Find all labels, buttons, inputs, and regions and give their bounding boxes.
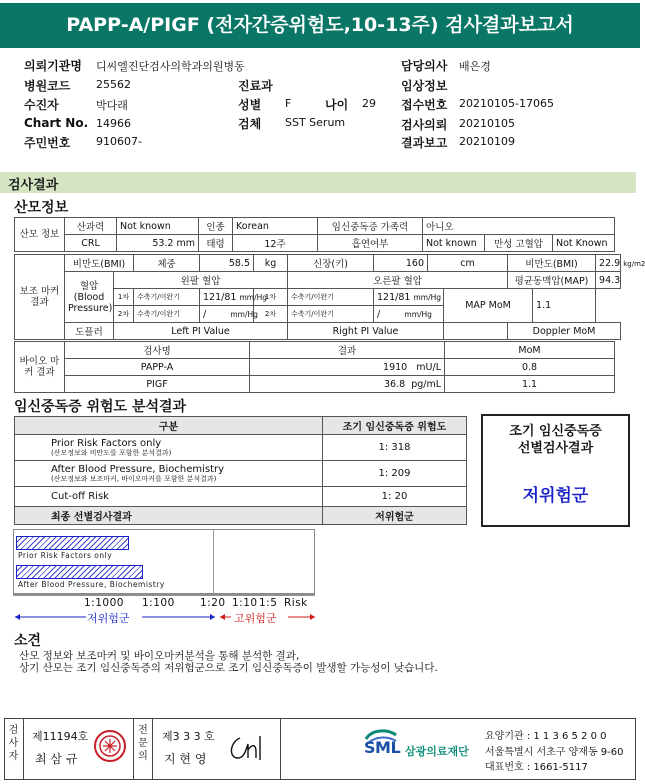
bio-value: 1910 [383,361,408,373]
bp-type: 수축기/이완기 [134,289,200,306]
left-bp-label: 왼팔 혈압 [114,272,288,289]
final-label: 최종 선별검사결과 [15,507,323,525]
header-value: 20210109 [459,135,515,148]
official-seal-icon [93,729,127,763]
risk-chart [13,529,315,594]
specialist-label: 전문의 [133,718,153,780]
cell-label: 산과력 [65,218,117,235]
risk-name-main: After Blood Pressure, Biochemistry [51,463,225,475]
header-label: 병원코드 [24,79,71,93]
header-label: 수진자 [24,98,59,112]
bio-row [15,359,615,376]
cell-label: 인종 [199,218,233,235]
bmi-value: 22.9 [599,257,621,269]
bp-unit: mm/Hg [239,292,267,302]
bio-header-name: 검사명 [65,342,250,359]
risk-name [15,461,323,487]
doppler-mom-label: Doppler MoM [508,323,621,340]
final-value: 저위험군 [323,507,467,525]
bp-value [374,306,444,323]
risk-zone-indicator [10,608,330,628]
bmi-unit: kg/m2 [623,259,645,268]
bio-unit: pg/mL [411,378,441,390]
aux-group-label: 보조 마커 결과 [15,255,65,340]
box-title-2: 선별검사결과 [517,441,594,456]
bp-unit: mm/Hg [230,309,258,319]
header-label: 주민번호 [24,136,71,150]
opinion-heading: 소견 [14,633,42,649]
bp-order: 1차 [254,289,288,306]
cell-value: Not known [117,218,199,235]
bp-type: 수축기/이완기 [134,306,200,323]
cell-label: 흡연여부 [318,235,423,252]
risk-name-main: Prior Risk Factors only [51,437,162,449]
risk-table [14,416,467,525]
bp-order: 1차 [114,289,134,306]
map-label: 평균동맥압(MAP) [508,272,596,289]
cell-label: 임신중독증 가족력 [318,218,423,235]
screening-result-box [481,414,630,527]
opinion-line: 산모 정보와 보조마커 및 바이오마커분석을 통해 분석한 결과, [19,650,300,662]
map-mom-label: MAP MoM [444,289,533,323]
axis-tick: 1:10 [232,597,258,609]
cell-label: 체중 [134,255,200,272]
cell-value: 아니오 [423,218,615,235]
cell-value: 58.5 [200,255,254,272]
risk-value: 1: 20 [323,487,467,507]
header-label: 성별 [238,98,262,112]
axis-tick: 1:5 [259,597,278,609]
maternal-heading: 산모정보 [14,200,69,216]
risk-name-sub: (산모정보와 비만도를 포함한 분석결과) [51,448,172,457]
header-value: 25562 [96,78,131,91]
bio-mom: 0.8 [445,359,615,376]
header-label: 담당의사 [401,59,448,73]
cell-label: CRL [65,235,117,252]
bio-header-mom: MoM [445,342,615,359]
bio-unit: mU/L [416,361,441,373]
left-pi-label: Left PI Value [114,323,288,340]
bio-result [250,376,445,393]
cell-value: 12주 [233,235,318,252]
cell-label: 태령 [199,235,233,252]
risk-name [15,435,323,461]
right-bp-label: 오른팔 혈압 [288,272,508,289]
risk-bar-after [16,565,143,579]
inspector-label: 검사자 [4,718,24,780]
org-code: 요양기관 : 1 1 3 6 5 2 0 0 [485,731,607,742]
header-value: 20210105-17065 [459,97,554,110]
header-value: 14966 [96,117,131,130]
map-mom-value: 1.1 [533,289,596,323]
cell-label: 만성 고혈압 [485,235,553,252]
header-label: 임상정보 [401,79,448,93]
map-value: 94.3 [596,272,621,289]
age-label: 나이 [325,98,349,112]
cell-value: 53.2 mm [117,235,199,252]
age-value: 29 [362,97,376,110]
bio-header-result: 결과 [250,342,445,359]
bio-row [15,376,615,393]
doppler-label: 도플러 [65,323,114,340]
header-value: SST Serum [285,116,346,129]
axis-tick: 1:1000 [84,597,124,609]
signature-icon [226,732,268,764]
high-risk-label: 고위험군 [234,612,277,625]
risk-value: 1: 318 [323,435,467,461]
bp-number: / [377,308,381,320]
result-section-title: 검사결과 [8,178,59,193]
cutoff-line [213,530,214,593]
bp-type: 수축기/이완기 [288,306,374,323]
bp-unit: mm/Hg [404,309,432,319]
risk-name: Cut-off Risk [15,487,323,507]
report-title: PAPP-A/PIGF (전자간증위험도,10-13주) 검사결과보고서 [0,3,640,48]
inspector-name: 최 삼 규 [35,752,78,766]
header-label: 검체 [238,117,262,131]
risk-heading: 임신중독증 위험도 분석결과 [14,399,187,415]
specialist-name: 지 현 영 [164,752,207,766]
bp-number: 121/81 [377,291,411,303]
header-label: 의뢰기관명 [24,59,82,73]
maternal-group-label: 산모 정보 [15,218,65,252]
bio-value: 36.8 [383,378,406,390]
bp-value [374,289,444,306]
biomarker-table [14,341,615,393]
risk-bar-prior [16,536,129,550]
opinion-line: 상기 산모는 조기 임신중독증의 저위험군으로 조기 임신중독증이 발생할 가능성이 낮습니다. [19,662,438,674]
risk-value: 1: 209 [323,461,467,487]
box-value: 저위험군 [522,486,589,506]
risk-bar-label: After Blood Pressure, Biochemistry [18,580,165,589]
lab-name: 삼광의료재단 [405,745,469,758]
header-value: 910607- [96,135,142,148]
risk-name-sub: (산모정보와 보조마커, 바이오마커를 포함한 분석결과) [51,474,217,483]
header-label: 진료과 [238,79,273,93]
cell-label: 비만도(BMI) [65,255,134,272]
bp-order: 2차 [114,306,134,323]
bp-value [200,289,267,306]
cell-value [596,255,645,272]
cell-unit: cm [428,255,508,272]
axis-tick: 1:20 [200,597,226,609]
header-label: 접수번호 [401,98,448,112]
lab-address: 서울특별시 서초구 양재동 9-60 [485,747,624,758]
header-label: 결과보고 [401,136,448,150]
risk-bar-label: Prior Risk Factors only [18,551,113,560]
logo-text: SML [364,738,401,757]
inspector-license: 제11194호 [32,730,89,743]
bio-mom: 1.1 [445,376,615,393]
bio-group-label: 바이오 마커 결과 [15,342,65,393]
cell-unit: kg [254,255,288,272]
cell-value: Not known [423,235,485,252]
bp-value [200,306,258,323]
bp-type: 수축기/이완기 [288,289,374,306]
cell-label: 신장(키) [288,255,374,272]
header-label: 검사의뢰 [401,118,448,132]
axis-tick: 1:100 [142,597,175,609]
bio-name: PAPP-A [65,359,250,376]
bp-number: 121/81 [203,291,237,303]
result-section-band [0,172,636,193]
bp-number: / [203,308,207,320]
box-title-1: 조기 임신중독증 [509,424,602,439]
risk-row [15,487,467,507]
risk-header-cat: 구분 [15,417,323,435]
cell-value: 160 [374,255,428,272]
header-value: F [285,97,292,110]
bp-unit: mm/Hg [413,292,442,302]
cell-value: Not Known [553,235,615,252]
header-value: 배은경 [459,60,491,73]
header-value: 20210105 [459,117,515,130]
risk-row [15,435,467,461]
cell-value: Korean [233,218,318,235]
bp-label: 혈압 (Blood Pressure) [65,272,114,323]
bio-name: PIGF [65,376,250,393]
risk-header-value: 조기 임신중독증 위험도 [323,417,467,435]
aux-marker-table [14,254,645,340]
bio-result [250,359,445,376]
header-label: Chart No. [24,116,89,130]
cell-label: 비만도(BMI) [508,255,596,272]
low-risk-label: 저위험군 [87,612,130,625]
lab-phone: 대표번호 : 1661-5117 [485,762,588,773]
header-value: 디씨엘진단검사의학과의원병동 [96,60,245,73]
maternal-info-table [14,217,615,252]
header-value: 박다래 [96,99,128,112]
risk-row [15,461,467,487]
right-pi-label: Right PI Value [288,323,444,340]
footer-divider [280,718,281,780]
bp-order: 2차 [254,306,288,323]
specialist-license: 제3 3 3 호 [162,730,215,743]
axis-tick: Risk [284,597,308,609]
